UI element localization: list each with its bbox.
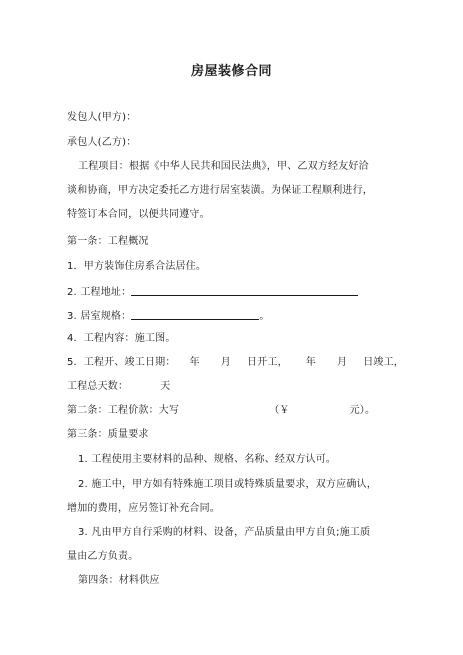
price-label: 第二条：工程价款：大写 [67,405,180,416]
end-year: 年 [305,357,316,368]
article1-item1: 1．甲方装饰住房系合法居住。 [67,261,207,272]
article3-heading: 第三条：质量要求 [67,429,149,440]
total-days-unit: 天 [160,381,171,392]
preamble-line-2: 谈和协商，甲方决定委托乙方进行居室装潢。为保证工程顺利进行， [67,185,373,196]
article2-line [67,405,375,417]
start-month: 月 [220,357,231,368]
preamble-line-3: 特签订本合同，以便共同遵守。 [67,209,210,220]
start-day: 日开工， [246,357,288,368]
party-a-line: 发包人(甲方)： [67,112,137,123]
page-title: 房屋装修合同 [190,64,272,79]
start-year: 年 [189,357,200,368]
party-b-line: 承包人(乙方)： [67,137,137,148]
preamble-line-1: 工程项目：根据《中华人民共和国民法典》，甲、乙双方经友好洽 [78,161,369,172]
article3-item3-line2: 量由乙方负责。 [67,551,139,562]
article1-heading: 第一条：工程概况 [67,236,149,247]
article1-item5 [67,357,404,369]
end-day: 日竣工， [363,357,404,368]
article3-item2-line2: 增加的费用，应另签订补充合同。 [67,503,220,514]
article1-item3 [67,309,270,323]
article1-item2 [67,285,358,299]
room-spec-blank[interactable] [131,309,259,320]
room-spec-end: 。 [259,311,270,322]
article3-item1: 1. 工程使用主要材料的品种、规格、名称、经双方认可。 [78,454,337,465]
article4-heading: 第四条：材料供应 [78,575,160,586]
address-blank[interactable] [131,285,358,296]
address-label: 2. 工程地址： [67,287,132,298]
total-days-label: 工程总天数： [67,381,129,392]
room-spec-label: 3. 居室规格： [67,311,132,322]
article3-item3-line1: 3. 凡由甲方自行采购的材料、设备，产品质量由甲方自负;施工质 [78,527,371,538]
article1-total-days [67,381,170,393]
article1-item4: 4．工程内容：施工图。 [67,333,176,344]
dates-label: 5．工程开、竣工日期： [67,357,176,368]
price-yuan-close: 元）。 [349,405,376,416]
price-yuan-open: （￥ [269,405,290,416]
end-month: 月 [336,357,348,368]
article3-item2-line1: 2. 施工中，甲方如有特殊施工项目或特殊质量要求，双方应确认， [78,479,377,490]
